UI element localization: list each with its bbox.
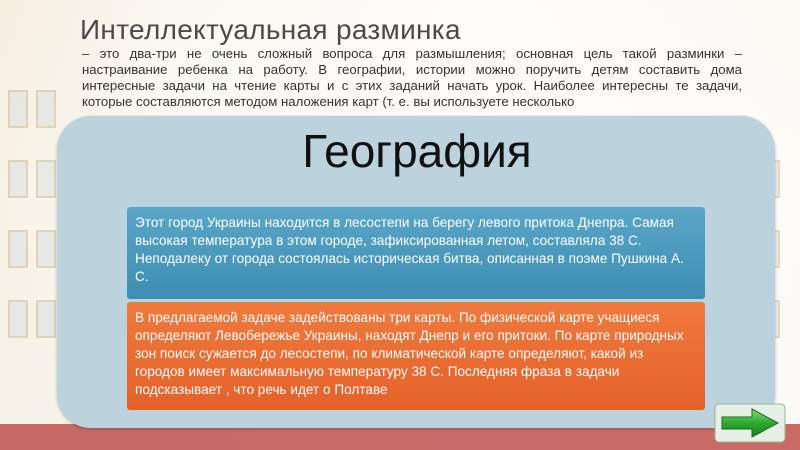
panel-title: География (302, 125, 532, 177)
next-arrow-button[interactable] (714, 403, 786, 443)
intro-text: – это два-три не очень сложный вопроса для размышления; основная цель такой разминки – настраивание ребенка на работу. В географии, истории можно поручить детям составить дома интересные задачи на чтение карты и с этих заданий начать урок. Наиболее интересны те задачи, которые составляются методом наложения карт (т. е. вы используете несколько (82, 46, 742, 109)
question-card (127, 207, 705, 299)
question-text: Этот город Украины находится в лесостепи на берегу левого притока Днепра. Самая высокая температура в этом городе, зафиксированная летом, составляла 38 С. Неподалеку от города состоялась историческая битва, описанная в поэме Пушкина А. С. (135, 215, 684, 284)
green-right-arrow-icon (714, 403, 786, 443)
answer-text: В предлагаемой задаче задействованы три карты. По физической карте учащиеся определяют Левобережье Украины, находят Днепр и его притоки. По карте природных зон поиск сужается до лесостепи, по климатической карте определяют, какой из городов имеет максимальную температуру 38 С. Последняя фраза в задачи подсказывает , что речь идет о Полтаве (135, 310, 684, 397)
answer-card (127, 302, 705, 410)
slide-title: Интеллектуальная разминка (80, 14, 461, 45)
